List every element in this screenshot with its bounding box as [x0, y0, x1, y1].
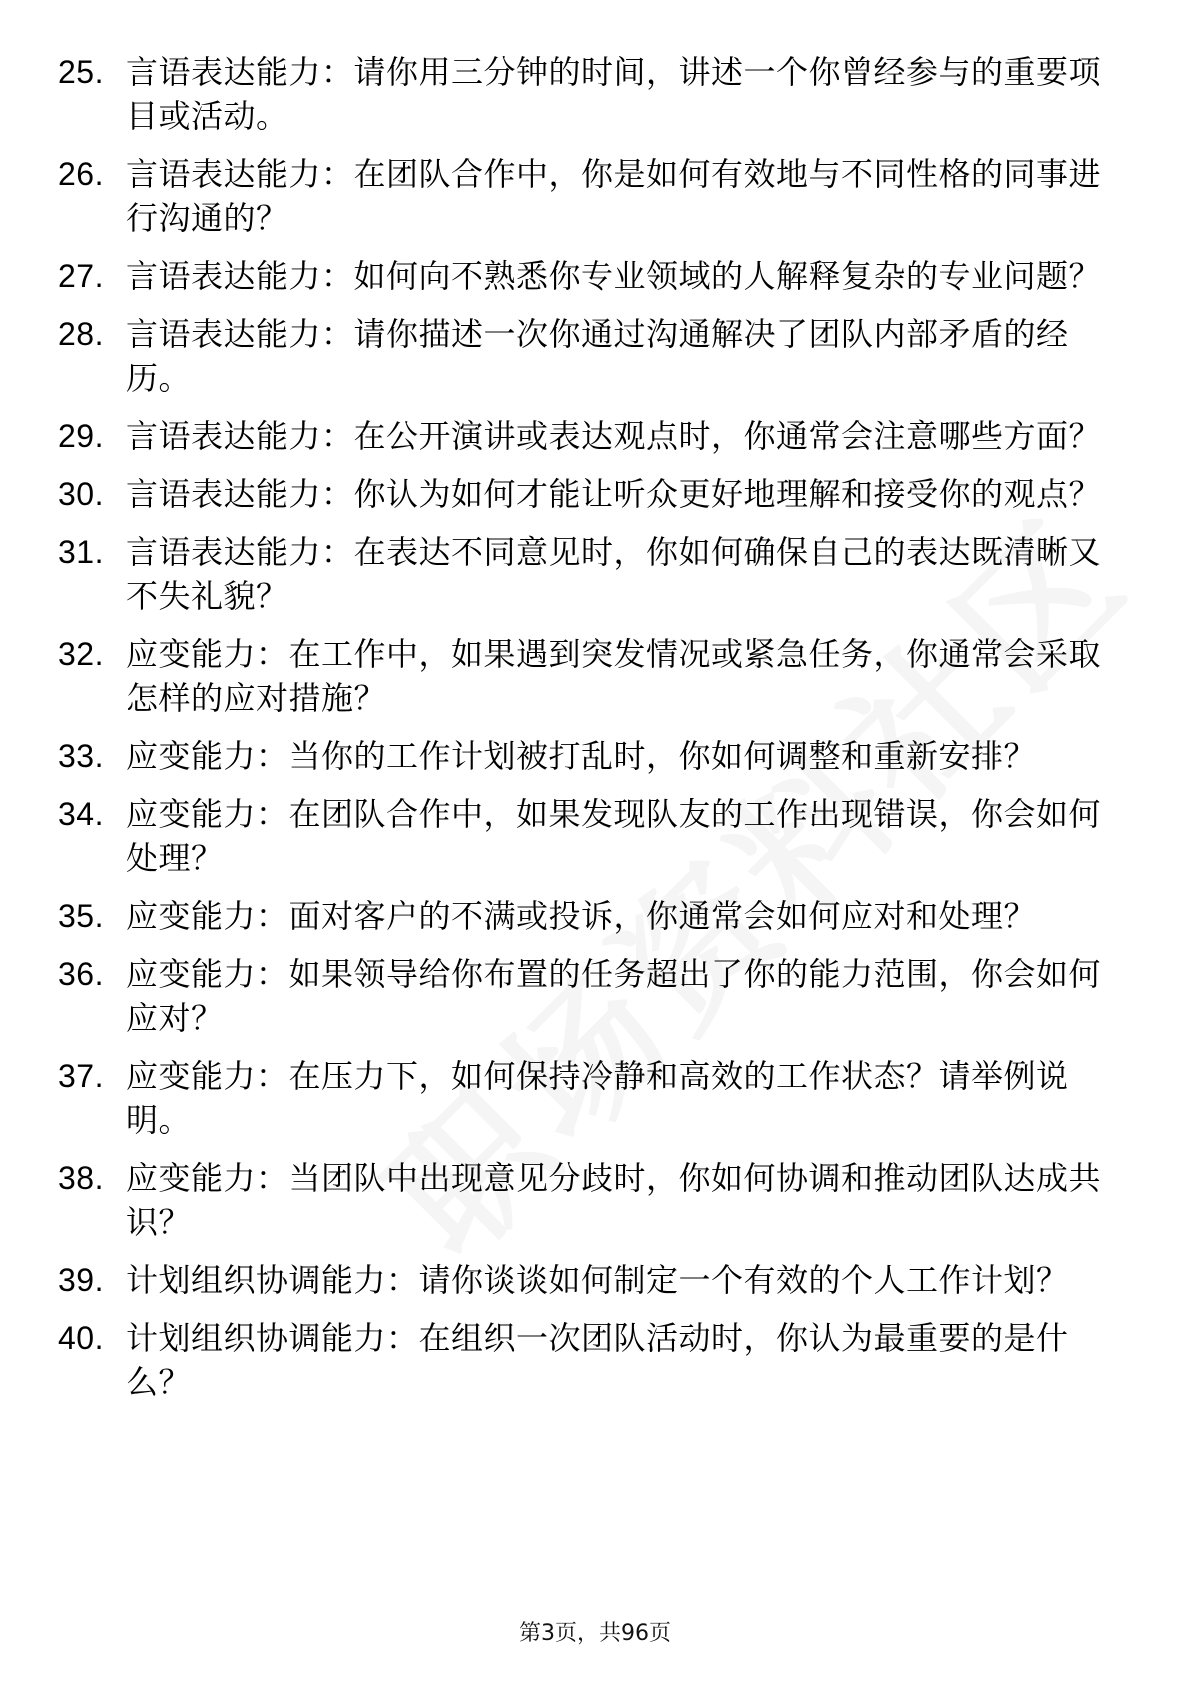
question-number: 34.: [58, 796, 104, 832]
question-item: [58, 792, 1118, 880]
question-item: [58, 414, 1118, 458]
question-text: 言语表达能力：在团队合作中，你是如何有效地与不同性格的同事进行沟通的？: [126, 155, 1102, 237]
question-text: 言语表达能力：请你用三分钟的时间，讲述一个你曾经参与的重要项目或活动。: [126, 53, 1102, 135]
question-text: 言语表达能力：你认为如何才能让听众更好地理解和接受你的观点？: [126, 475, 1102, 513]
question-number: 29.: [58, 418, 104, 454]
question-text: 应变能力：当团队中出现意见分歧时，你如何协调和推动团队达成共识？: [126, 1159, 1102, 1241]
question-text: 应变能力：在团队合作中，如果发现队友的工作出现错误，你会如何处理？: [126, 795, 1102, 877]
question-text: 言语表达能力：在公开演讲或表达观点时，你通常会注意哪些方面？: [126, 417, 1102, 455]
question-number: 28.: [58, 316, 104, 352]
question-text: 计划组织协调能力：在组织一次团队活动时，你认为最重要的是什么？: [126, 1319, 1069, 1401]
question-item: [58, 472, 1118, 516]
question-text: 应变能力：在压力下，如何保持冷静和高效的工作状态？请举例说明。: [126, 1057, 1069, 1139]
question-number: 39.: [58, 1262, 104, 1298]
question-item: [58, 952, 1118, 1040]
question-number: 27.: [58, 258, 104, 294]
question-item: [58, 312, 1118, 400]
question-item: [58, 1258, 1118, 1302]
question-number: 30.: [58, 476, 104, 512]
question-text: 应变能力：在工作中，如果遇到突发情况或紧急任务，你通常会采取怎样的应对措施？: [126, 635, 1102, 717]
question-number: 35.: [58, 898, 104, 934]
question-number: 37.: [58, 1058, 104, 1094]
question-number: 25.: [58, 54, 104, 90]
question-text: 言语表达能力：在表达不同意见时，你如何确保自己的表达既清晰又不失礼貌？: [126, 533, 1102, 615]
question-number: 26.: [58, 156, 104, 192]
question-text: 应变能力：当你的工作计划被打乱时，你如何调整和重新安排？: [126, 737, 1037, 775]
question-number: 38.: [58, 1160, 104, 1196]
question-item: [58, 254, 1118, 298]
page-number-label: 第3页，共96页: [519, 1621, 671, 1646]
question-item: [58, 1054, 1118, 1142]
question-number: 40.: [58, 1320, 104, 1356]
question-item: [58, 894, 1118, 938]
question-text: 计划组织协调能力：请你谈谈如何制定一个有效的个人工作计划？: [126, 1261, 1069, 1299]
question-text: 应变能力：如果领导给你布置的任务超出了你的能力范围，你会如何应对？: [126, 955, 1102, 1037]
question-text: 应变能力：面对客户的不满或投诉，你通常会如何应对和处理？: [126, 897, 1037, 935]
question-item: [58, 152, 1118, 240]
question-number: 32.: [58, 636, 104, 672]
question-item: [58, 734, 1118, 778]
question-item: [58, 632, 1118, 720]
question-number: 33.: [58, 738, 104, 774]
question-number: 36.: [58, 956, 104, 992]
page-footer: [0, 1620, 1190, 1648]
question-item: [58, 1156, 1118, 1244]
question-text: 言语表达能力：请你描述一次你通过沟通解决了团队内部矛盾的经历。: [126, 315, 1069, 397]
question-item: [58, 530, 1118, 618]
question-item: [58, 1316, 1118, 1404]
question-text: 言语表达能力：如何向不熟悉你专业领域的人解释复杂的专业问题？: [126, 257, 1102, 295]
question-item: [58, 50, 1118, 138]
question-number: 31.: [58, 534, 104, 570]
question-list: [58, 50, 1118, 1418]
